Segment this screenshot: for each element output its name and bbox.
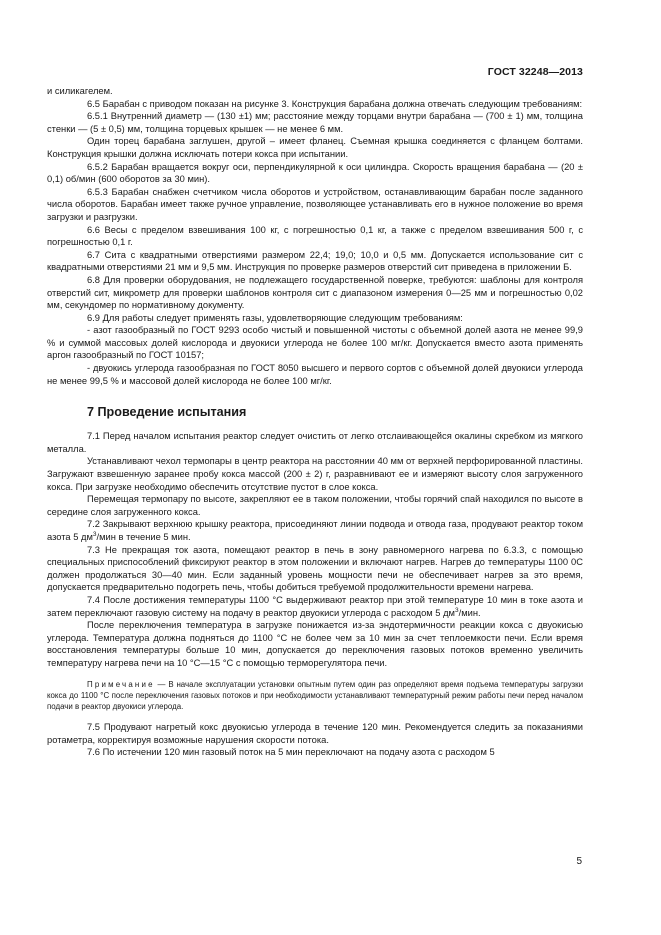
note-text: — В начале эксплуатации установки опытным путем один раз определяют время подъема температуры загрузки кокса до 1100 °С после переключения газовых потоков и при необходимости устанавливают температурный режим работы печи перед началом подачи в реактор двуокиси углерода. xyxy=(47,679,583,711)
note xyxy=(47,679,583,713)
paragraph-6-6: 6.6 Весы с пределом взвешивания 100 кг, с погрешностью 0,1 кг, а также с пределом взвешивания 500 г, с погрешностью 0,1 г. xyxy=(47,224,583,248)
text-run: 7.2 Закрывают верхнюю крышку реактора, присоединяют линии подвода и отвода газа, продувают реактор током азота 5 дм xyxy=(47,519,583,542)
paragraph-6-5-1: 6.5.1 Внутренний диаметр — (130 ±1) мм; расстояние между торцами внутри барабана — (700 ± 1) мм, толщина стенки — (5 ± 0,5) мм, толщина торцевых крышек — не менее 6 мм. xyxy=(47,111,583,134)
superscript: 3 xyxy=(92,531,97,538)
superscript: 3 xyxy=(454,606,459,614)
paragraph-7-6: 7.6 По истечении 120 мин газовый поток на 5 мин переключают на подачу азота с расходом 5 xyxy=(87,747,495,758)
text-run: /мин в течение 5 мин. xyxy=(96,532,191,542)
paragraph-7-3: 7.3 Не прекращая ток азота, помещают реактор в печь в зону равномерного нагрева по 6.3.3, с помощью специальных приспособлений фиксируют реактор в этом положении и включают нагрев. Нагрев до температуры 1100 0С должен продолжаться 30—40 мин. Если заданный уровень мощности печи не обеспечивает нагрев за это время, допускается предварительно подогреть печь, чтобы добиться требуемой продолжительности времени нагрева. xyxy=(47,544,583,593)
list-item-carbon-dioxide: - двуокись углерода газообразная по ГОСТ 8050 высшего и первого сортов с объемной долей двуокиси углерода не менее 99,5 % и массовой долей кислорода не более 100 мг/кг. xyxy=(47,363,583,386)
paragraph: Устанавливают чехол термопары в центр реактора на расстоянии 40 мм от верхней перфорированной пластины. Загружают взвешенную заранее пробу кокса массой (200 ± 2) г, разравнивают ее и измеряют высоту слоя загруженного кокса. При загрузке необходимо обеспечить отсутствие пустот в слое кокса. xyxy=(47,456,583,492)
paragraph-7-4 xyxy=(47,594,583,619)
paragraph: Один торец барабана заглушен, другой – имеет фланец. Съемная крышка соединяется с фланцем болтами. Конструкция крышки должна исключать потери кокса при испытании. xyxy=(47,136,583,159)
paragraph-6-9: 6.9 Для работы следует применять газы, удовлетворяющие следующим требованиям: xyxy=(87,312,463,323)
paragraph: Перемещая термопару по высоте, закрепляют ее в таком положении, чтобы горячий спай находился по высоте в середине слоя загруженного кокса. xyxy=(47,494,583,517)
paragraph-7-2 xyxy=(47,518,583,543)
text-run: /мин. xyxy=(458,607,481,618)
paragraph-7-5: 7.5 Продувают нагретый кокс двуокисью углерода в течение 120 мин. Рекомендуется следить за показаниями ротаметра, корректируя возможные нарушения скорости потока. xyxy=(47,722,583,745)
paragraph-6-5-2: 6.5.2 Барабан вращается вокруг оси, перпендикулярной к оси цилиндра. Скорость вращения барабана — (20 ± 0,1) об/мин (600 оборотов за 30 мин). xyxy=(47,161,583,185)
paragraph-6-5-3: 6.5.3 Барабан снабжен счетчиком числа оборотов и устройством, останавливающим барабан после заданного числа оборотов. Барабан имеет также ручное управление, позволяющее устанавливать его в нужное положение во время загрузки и разгрузки. xyxy=(47,186,583,222)
page-number: 5 xyxy=(576,856,582,867)
paragraph-6-8: 6.8 Для проверки оборудования, не подлежащего государственной поверке, требуются: шаблоны для контроля отверстий сит, микрометр для проверки шаблонов контроля сит с диапазоном измерения 0—25 мм и погрешностью 0,02 мм, секундомер по нормативному документу. xyxy=(47,274,583,311)
paragraph-6-7: 6.7 Сита с квадратными отверстиями размером 22,4; 19,0; 10,0 и 0,5 мм. Допускается использование сит с квадратными отверстиями 21 мм и 9,5 мм. Инструкция по проверке размеров отверстий сит приведена в приложении Б. xyxy=(47,249,583,273)
paragraph: и силикагелем. xyxy=(47,86,113,96)
paragraph: После переключения температура в загрузке понижается из-за эндотермичности реакции кокса с двуокисью углерода. Температура должна подняться до 1100 °С не более чем за 10 мин за счет теплоемкости печи. Если время восстановления температуры больше 10 мин, допускается до переключения газовых потоков временно увеличить температуру нагрева печи на 10 °С—15 °С с помощью терморегулятора печи. xyxy=(47,620,583,668)
document-body xyxy=(47,85,583,759)
list-item-nitrogen: - азот газообразный по ГОСТ 9293 особо чистый и повышенной чистоты с объемной долей азота не менее 99,9 % и суммой массовых долей кислорода и двуокиси углерода не более 100 мг/кг. Допускается вместо азота применять аргон газообразный по ГОСТ 10157; xyxy=(47,325,583,361)
text-run: 7.4 После достижения температуры 1100 °С выдерживают реактор при этой температуре 10 мин в токе азота и затем переключают газовую систему на подачу в реактор двуокиси углерода с расходом 5 дм xyxy=(47,594,583,618)
note-label: Примечание xyxy=(87,679,155,689)
paragraph-7-1: 7.1 Перед началом испытания реактор следует очистить от легко отслаивающейся окалины скребком из мягкого металла. xyxy=(47,431,583,454)
document-code: ГОСТ 32248—2013 xyxy=(487,66,583,78)
paragraph-6-5: 6.5 Барабан с приводом показан на рисунке 3. Конструкция барабана должна отвечать следующим требованиям: xyxy=(87,98,583,109)
section-heading: 7 Проведение испытания xyxy=(87,405,247,420)
